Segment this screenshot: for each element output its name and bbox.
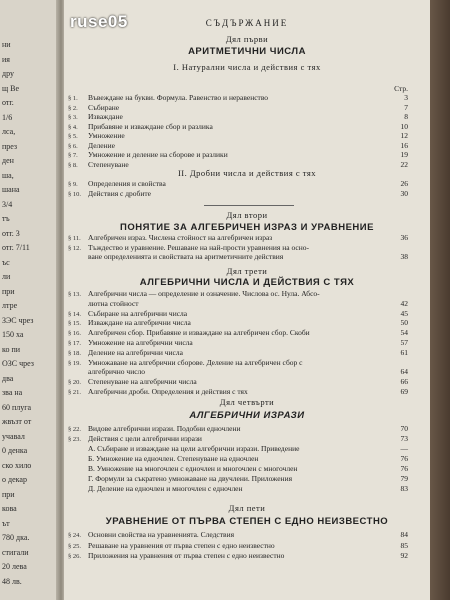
entry-title: Действия с цели алгебрични изрази bbox=[88, 434, 202, 443]
section-number: § 22. bbox=[68, 426, 81, 433]
section-number: § 26. bbox=[68, 553, 81, 560]
page-column-header: Стр. bbox=[394, 84, 408, 93]
entry-title: Тъждество и уравнение. Решаване на най-прости уравнения на осно- bbox=[88, 242, 309, 252]
toc-entry bbox=[68, 444, 408, 453]
section-number: § 4. bbox=[68, 123, 78, 131]
entry-title: Г. Формули за съкратено умножаване на двучлени. Приложения bbox=[88, 474, 293, 483]
left-page-text: 3/4 bbox=[2, 199, 13, 209]
left-page-text: жвъзт от bbox=[2, 417, 32, 426]
page-number: 12 bbox=[400, 131, 408, 140]
left-page-text: щ Ве bbox=[2, 83, 20, 93]
entry-title: Умножение bbox=[88, 131, 125, 140]
page-number: 57 bbox=[400, 338, 408, 347]
entry-title: В. Умножение на многочлен с едночлен и многочлен с многочлен bbox=[88, 464, 298, 473]
left-page-text: лса, bbox=[2, 127, 16, 136]
page-number: 19 bbox=[400, 150, 408, 159]
left-page-text: стигали bbox=[2, 547, 29, 557]
toc-entry bbox=[68, 348, 408, 358]
left-page-text: при bbox=[2, 286, 15, 296]
part5-label: Дял пети bbox=[228, 503, 266, 513]
page-number: 7 bbox=[404, 102, 408, 112]
entry-title: Деление bbox=[88, 140, 115, 150]
section-number: § 16. bbox=[68, 330, 81, 338]
left-page-text: зва на bbox=[2, 388, 23, 397]
toc-entry bbox=[68, 434, 408, 444]
entry-title: Умножение на алгебрични числа bbox=[88, 338, 193, 347]
page-number: 66 bbox=[400, 377, 408, 387]
left-page-text: ни bbox=[2, 40, 11, 49]
left-page-text: о декар bbox=[2, 475, 27, 484]
book-cover-edge bbox=[428, 0, 450, 600]
entry-title: Д. Деление на едночлен и многочлен с едночлен bbox=[88, 484, 243, 493]
page-number: 64 bbox=[400, 367, 408, 377]
part1-label: Дял първи bbox=[225, 34, 269, 44]
page-number: 38 bbox=[400, 252, 408, 261]
entry-title: Приложения на уравнения от първа степен с едно неизвестно bbox=[88, 551, 285, 560]
toc-entry bbox=[68, 150, 408, 160]
left-page-text: ЗЭС чрез bbox=[2, 315, 34, 325]
section-number: § 20. bbox=[68, 379, 81, 387]
left-page-text: ден bbox=[2, 156, 14, 165]
page-number: 76 bbox=[400, 464, 408, 473]
left-page-text: ОЗС чрез bbox=[2, 359, 34, 368]
section-number: § 10. bbox=[68, 190, 81, 198]
toc-entry bbox=[68, 299, 408, 308]
entry-title: Алгебрични дроби. Определения и действия с тях bbox=[88, 387, 248, 396]
section-number: § 1. bbox=[68, 95, 78, 102]
entry-title: Умножение и деление на сборове и разлики bbox=[88, 150, 228, 159]
page-number: 79 bbox=[400, 474, 408, 483]
toc-entry bbox=[68, 122, 408, 132]
toc-entry bbox=[68, 189, 408, 199]
page-number: — bbox=[400, 444, 408, 453]
section-number: § 13. bbox=[68, 291, 81, 298]
toc-entry bbox=[68, 309, 408, 319]
page-number: 42 bbox=[400, 298, 408, 308]
entry-title: алгебрично число bbox=[88, 367, 146, 377]
part2-heading: ПОНЯТИЕ ЗА АЛГЕБРИЧЕН ИЗРАЗ И УРАВНЕНИЕ bbox=[120, 222, 374, 233]
entry-title: Алгебричен сбор. Прибавяне и изваждане на алгебричен сбор. Скоби bbox=[88, 328, 310, 338]
page-number: 70 bbox=[400, 424, 408, 433]
page-number: 83 bbox=[400, 484, 408, 493]
entry-title: Изваждане bbox=[88, 112, 123, 121]
left-page-text: отг. 3 bbox=[2, 228, 20, 238]
part1-sub2: II. Дробни числа и действия с тях bbox=[177, 168, 317, 178]
entry-title: А. Събиране и изваждане на цели алгебрични изрази. Приведение bbox=[88, 444, 300, 453]
section-number: § 21. bbox=[68, 389, 81, 396]
page-number: 45 bbox=[400, 308, 408, 318]
toc-entry bbox=[68, 424, 408, 434]
toc-entry bbox=[68, 464, 408, 473]
toc-entry bbox=[68, 112, 408, 122]
section-number: § 19. bbox=[68, 359, 81, 367]
page-number: 85 bbox=[400, 540, 408, 550]
left-page-text: дру bbox=[2, 69, 14, 78]
watermark-logo: ruse05 bbox=[70, 12, 128, 31]
toc-entry bbox=[68, 358, 408, 368]
section-number: § 2. bbox=[68, 104, 78, 112]
section-number: § 15. bbox=[68, 320, 81, 328]
page-number: 36 bbox=[400, 233, 408, 242]
page-number: 8 bbox=[404, 112, 408, 121]
page-number: 26 bbox=[400, 179, 408, 188]
page-number: 92 bbox=[400, 551, 408, 560]
entry-title: Въвеждане на букви. Формула. Равенство и неравенство bbox=[88, 93, 269, 102]
entry-title: Алгебрични числа — определение и означение. Числова ос. Нула. Абсо- bbox=[88, 289, 320, 298]
page-number: 3 bbox=[404, 93, 408, 102]
contents-page bbox=[64, 0, 430, 600]
section-number: § 6. bbox=[68, 142, 78, 150]
page-number: 22 bbox=[400, 159, 408, 169]
section-number: § 7. bbox=[68, 152, 78, 159]
left-page-text: 150 ха bbox=[2, 330, 24, 339]
entry-title: Степенуване bbox=[88, 159, 129, 169]
part3-heading: АЛГЕБРИЧНИ ЧИСЛА И ДЕЙСТВИЯ С ТЯХ bbox=[139, 277, 355, 288]
toc-entry bbox=[68, 233, 408, 243]
toc-entry bbox=[68, 551, 408, 561]
part4-label: Дял четвърти bbox=[219, 397, 275, 407]
left-page-text: 48 лв. bbox=[2, 576, 22, 586]
toc-entry bbox=[68, 338, 408, 348]
page-number: 76 bbox=[400, 454, 408, 463]
toc-entry bbox=[68, 377, 408, 387]
section-number: § 14. bbox=[68, 310, 81, 318]
left-page-text: ско хило bbox=[2, 460, 32, 470]
left-page-text: лтре bbox=[2, 301, 18, 310]
page-number: 30 bbox=[400, 188, 408, 198]
divider bbox=[204, 205, 294, 206]
section-number: § 5. bbox=[68, 133, 78, 140]
part1-heading: АРИТМЕТИЧНИ ЧИСЛА bbox=[188, 46, 306, 57]
left-page-text: кова bbox=[2, 504, 17, 513]
page-number: 16 bbox=[400, 140, 408, 150]
left-page-text: два bbox=[2, 373, 14, 383]
section-number: § 11. bbox=[68, 235, 81, 242]
toc-entry bbox=[68, 454, 408, 463]
toc-entry bbox=[68, 530, 408, 540]
part4-heading: АЛГЕБРИЧНИ ИЗРАЗИ bbox=[189, 410, 305, 421]
entry-title: Събиране на алгебрични числа bbox=[88, 308, 188, 318]
left-page-text: ъс bbox=[2, 257, 10, 267]
toc-entry bbox=[68, 387, 408, 397]
left-page-text: през bbox=[2, 141, 18, 151]
section-number: § 3. bbox=[68, 114, 78, 121]
section-number: § 17. bbox=[68, 340, 81, 347]
left-page-text: учавал bbox=[2, 431, 25, 441]
toc-entry bbox=[68, 318, 408, 328]
part2-label: Дял втори bbox=[226, 210, 268, 220]
entry-title: Умножаване на алгебрични сборове. Деление на алгебричен сбор с bbox=[88, 357, 303, 367]
left-page-text: шана bbox=[2, 185, 20, 194]
toc-entry bbox=[68, 243, 408, 253]
section-number: § 25. bbox=[68, 542, 81, 550]
toc-entry bbox=[68, 103, 408, 113]
left-page-text: отг. 7/11 bbox=[2, 243, 30, 252]
section-number: § 8. bbox=[68, 161, 78, 169]
toc-entry bbox=[68, 289, 408, 299]
page-number: 54 bbox=[400, 328, 408, 338]
section-number: § 23. bbox=[68, 436, 81, 443]
left-page-text: 780 дка. bbox=[2, 533, 30, 542]
left-page-text: 1/6 bbox=[2, 112, 13, 122]
section-number: § 24. bbox=[68, 532, 81, 539]
page-number: 50 bbox=[400, 318, 408, 328]
entry-title: Деление на алгебрични числа bbox=[88, 347, 183, 357]
left-page-text: 0 денка bbox=[2, 446, 28, 455]
toc-entry bbox=[68, 141, 408, 151]
page-number: 73 bbox=[400, 434, 408, 443]
toc-entry bbox=[68, 131, 408, 141]
entry-title: Събиране bbox=[88, 102, 120, 112]
section-number: § 12. bbox=[68, 244, 81, 252]
toc-entry bbox=[68, 367, 408, 376]
entry-title: Основни свойства на уравненията. Следствия bbox=[88, 530, 235, 539]
part5-heading: УРАВНЕНИЕ ОТ ПЪРВА СТЕПЕН С ЕДНО НЕИЗВЕСТНО bbox=[105, 516, 389, 527]
left-page-text: 20 лева bbox=[2, 562, 27, 571]
left-page-text: ът bbox=[2, 518, 10, 528]
left-page-fragment bbox=[0, 0, 62, 600]
toc-entry bbox=[68, 328, 408, 338]
page-number: 69 bbox=[400, 387, 408, 396]
toc-entry bbox=[68, 93, 408, 103]
left-page-text: ли bbox=[2, 272, 11, 281]
left-page-text: тъ bbox=[2, 214, 10, 223]
left-page-text: отг. bbox=[2, 98, 14, 107]
entry-title: ване определенията и свойствата на аритметичните действия bbox=[88, 252, 284, 261]
page-number: 10 bbox=[400, 121, 408, 131]
page-number: 84 bbox=[400, 530, 408, 539]
entry-title: Определения и свойства bbox=[88, 179, 166, 188]
entry-title: Алгебричен израз. Числена стойност на алгебричен израз bbox=[88, 233, 273, 242]
left-page-text: 60 плуга bbox=[2, 402, 32, 412]
left-page-text: ша, bbox=[2, 170, 14, 180]
entry-title: Изваждане на алгебрични числа bbox=[88, 318, 191, 328]
toc-entry bbox=[68, 474, 408, 483]
page-number: 61 bbox=[400, 347, 408, 357]
entry-title: лютна стойност bbox=[88, 298, 139, 308]
toc-entry bbox=[68, 179, 408, 189]
page-title: СЪДЪРЖАНИЕ bbox=[205, 18, 289, 28]
entry-title: Действия с дробите bbox=[88, 188, 151, 198]
entry-title: Решаване на уравнения от първа степен с едно неизвестно bbox=[88, 540, 275, 550]
entry-title: Прибавяне и изваждане сбор и разлика bbox=[88, 121, 213, 131]
entry-title: Б. Умножение на едночлен. Степенуване на едночлен bbox=[88, 454, 259, 463]
toc-entry bbox=[68, 541, 408, 551]
toc-entry bbox=[68, 484, 408, 493]
toc-entry bbox=[68, 252, 408, 261]
entry-title: Степенуване на алгебрични числа bbox=[88, 377, 197, 387]
part1-sub1: I. Натурални числа и действия с тях bbox=[173, 62, 321, 72]
section-number: § 9. bbox=[68, 181, 78, 188]
entry-title: Видове алгебрични изрази. Подобни едночлени bbox=[88, 424, 241, 433]
part3-label: Дял трети bbox=[226, 266, 268, 276]
left-page-text: ко пи bbox=[2, 344, 21, 354]
section-number: § 18. bbox=[68, 349, 81, 357]
left-page-text: при bbox=[2, 489, 15, 499]
left-page-text: ия bbox=[2, 54, 10, 64]
